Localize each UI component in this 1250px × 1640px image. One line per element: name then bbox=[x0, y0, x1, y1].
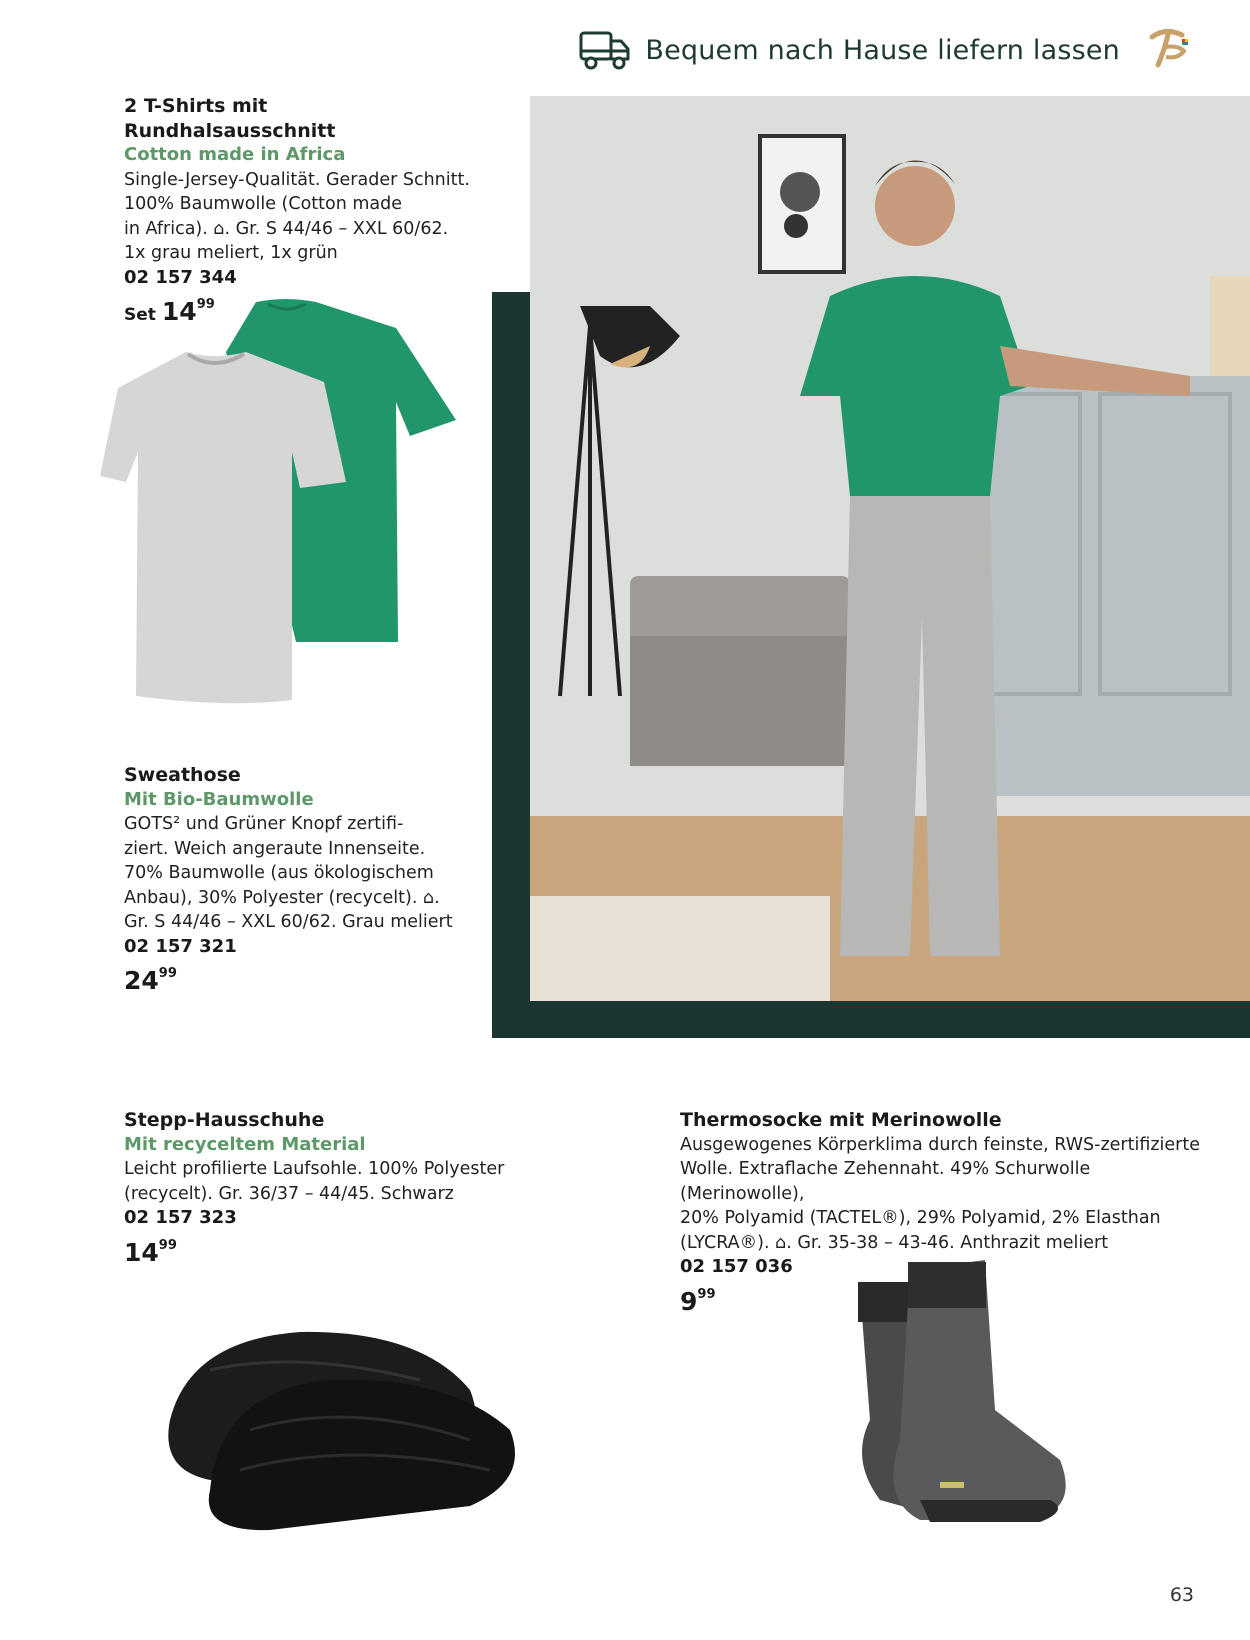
model-photo bbox=[530, 96, 1250, 1001]
product-subtitle: Mit recyceltem Material bbox=[124, 1133, 366, 1155]
product-title: Thermosocke mit Merinowolle bbox=[680, 1109, 1002, 1131]
product-hausschuhe bbox=[124, 1108, 584, 1265]
truck-icon bbox=[579, 27, 631, 73]
price bbox=[124, 1239, 584, 1266]
price-cent: 99 bbox=[196, 297, 215, 312]
product-description: Ausgewogenes Körperklima durch feinste, RWS-zertifizierte Wolle. Extraflache Zehennaht. 49% Schurwolle (Merinowolle), 20% Polyamid (TACTEL®), 29% Polyamid, 2% Elasthan (LYCRA®). ⌂. Gr. 35-38 – 43-46. Anthrazit meliert bbox=[680, 1134, 1201, 1253]
product-sweathose bbox=[124, 763, 484, 994]
page-number: 63 bbox=[1169, 1584, 1194, 1606]
product-description: Leicht profilierte Laufsohle. 100% Polyester (recycelt). Gr. 36/37 – 44/45. Schwarz bbox=[124, 1159, 505, 1204]
tchibo-logo bbox=[1144, 27, 1190, 73]
tshirts-image bbox=[96, 292, 466, 712]
price-cent: 99 bbox=[158, 966, 177, 981]
product-subtitle: Mit Bio-Baumwolle bbox=[124, 788, 314, 810]
product-subtitle: Cotton made in Africa bbox=[124, 144, 346, 165]
price-cent: 99 bbox=[158, 1237, 177, 1253]
product-title: Sweathose bbox=[124, 764, 241, 786]
product-description: Single-Jersey-Qualität. Gerader Schnitt. 100% Baumwolle (Cotton made in Africa). ⌂. Gr. S 44/46 – XXL 60/62. 1x grau meliert, 1x grün bbox=[124, 169, 470, 263]
price bbox=[124, 967, 484, 994]
price-prefix: Set bbox=[124, 305, 156, 325]
room-scene bbox=[530, 96, 1250, 1001]
article-number: 02 157 323 bbox=[124, 1207, 237, 1228]
delivery-header bbox=[579, 22, 1190, 78]
sock-front bbox=[893, 1260, 1065, 1522]
article-number: 02 157 321 bbox=[124, 935, 237, 957]
price-cent: 99 bbox=[697, 1286, 716, 1302]
price-euro: 24 bbox=[124, 966, 159, 995]
product-tshirts bbox=[124, 94, 484, 325]
product-title: 2 T-Shirts mit Rundhalsausschnitt bbox=[124, 95, 336, 142]
product-title: Stepp-Hausschuhe bbox=[124, 1109, 325, 1131]
header-title: Bequem nach Hause liefern lassen bbox=[645, 34, 1120, 66]
price-euro: 14 bbox=[124, 1237, 159, 1267]
slippers-image bbox=[150, 1310, 530, 1540]
price-euro: 9 bbox=[680, 1286, 698, 1316]
article-number: 02 157 036 bbox=[680, 1256, 793, 1277]
socks-image bbox=[760, 1260, 1080, 1550]
article-number: 02 157 344 bbox=[124, 266, 237, 288]
product-description: GOTS² und Grüner Knopf zertifi- ziert. Weich angeraute Innenseite. 70% Baumwolle (aus ökologischem Anbau), 30% Polyester (recycelt). ⌂. Gr. S 44/46 – XXL 60/62. Grau meliert bbox=[124, 814, 453, 932]
price-euro: 14 bbox=[161, 297, 197, 326]
